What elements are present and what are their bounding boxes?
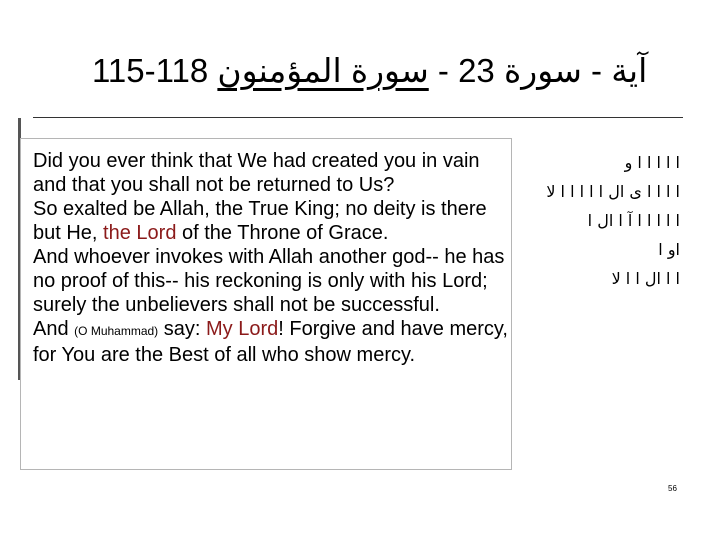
ayah-label: آية [611,52,648,89]
verse-118-text-a: And [33,318,75,340]
title-divider [33,117,683,118]
title-dash-1: - [428,52,459,89]
verse-115: Did you ever think that We had created you in vain and that you shall not be returned to Us? [33,150,480,196]
verse-118-text-b: say: [158,318,206,340]
verse-116-text-b: of the Throne of Grace. [176,222,389,244]
arabic-title [217,52,647,89]
slide-number: 56 [668,484,677,493]
arabic-verses [480,148,680,293]
verse-118 [33,317,513,367]
arabic-line-2: ا ا ا ا ى ال ا ا ا ا ا لا [546,182,680,201]
surah-number-label: سورة 23 [458,52,582,89]
ayah-range: 115-118 [92,52,209,89]
muhammad-note: (O Muhammad) [74,324,159,338]
arabic-line-3: ا ا ا ا ا آ ا ال ا [587,211,680,230]
verse-117: And whoever invokes with Allah another god-- he has no proof of this-- his reckoning is only with his Lord; surely the unbelievers shall not be successful. [33,246,505,316]
verse-118-text-c: ! Forgive and have mercy, for You are the Best of all who show mercy. [33,318,508,366]
my-lord-highlight: My Lord [205,318,279,340]
arabic-line-4: او ا [658,240,680,259]
english-translation [33,149,513,367]
the-lord-highlight: the Lord [103,222,177,244]
verse-116-text-a: So exalted be Allah, the True King; no deity is there but He, [33,198,487,244]
english-text-box [20,138,512,470]
slide-title [92,46,657,96]
arabic-line-1: ا ا ا ا ا و [624,153,680,172]
arabic-line-5: ا ا ال ا ا لا [611,269,680,288]
title-dash-2: - [581,52,612,89]
verse-116 [33,197,513,245]
surah-name: سورة المؤمنون [217,52,429,89]
